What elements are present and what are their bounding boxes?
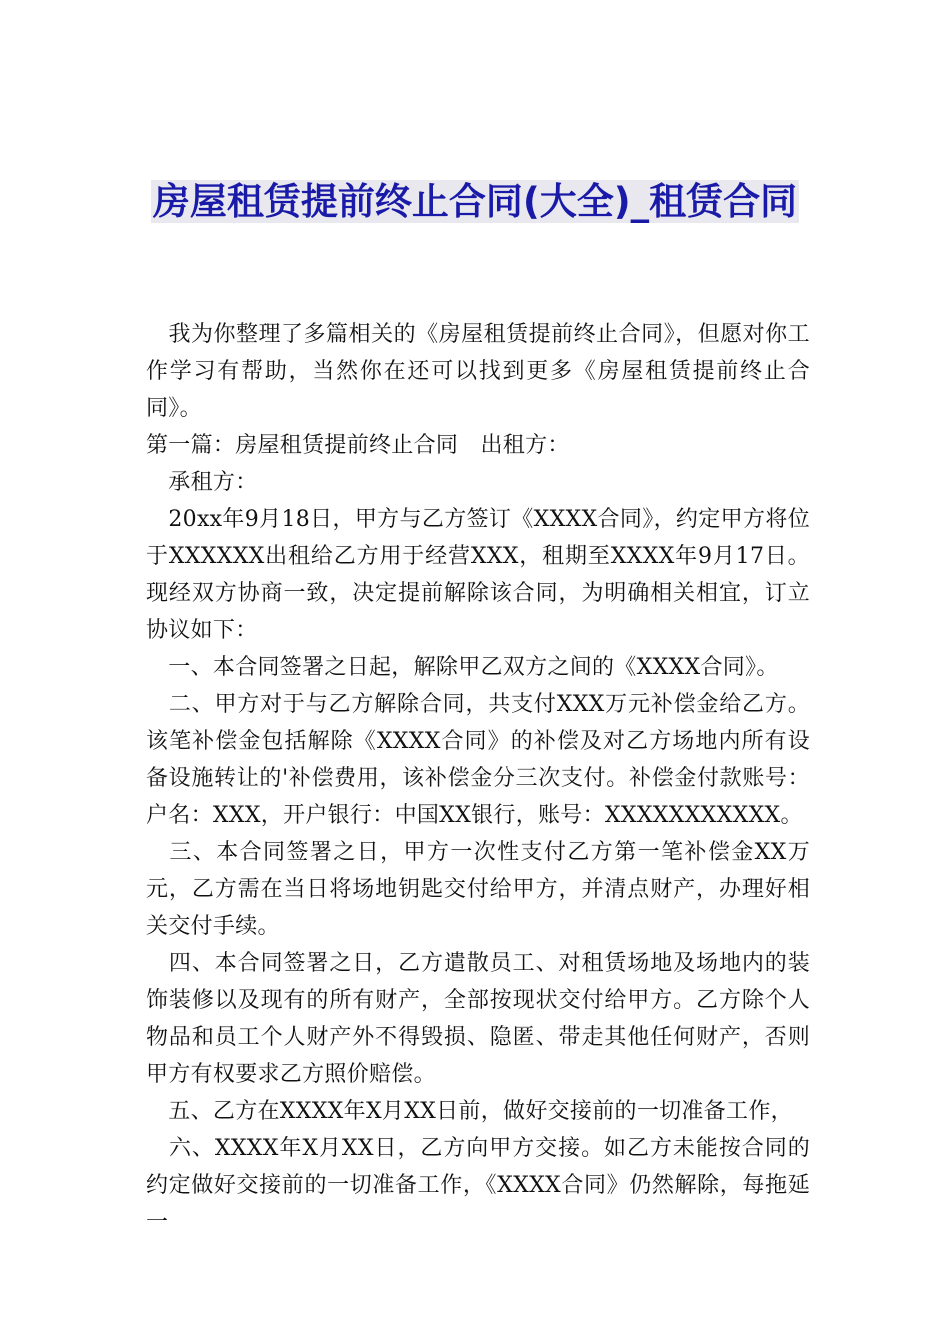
paragraph-clause-4: 四、本合同签署之日，乙方遣散员工、对租赁场地及场地内的装饰装修以及现有的所有财产，全部按现状交付给甲方。乙方除个人物品和员工个人财产外不得毁损、隐匿、带走其他任何财产，否则甲方有权要求乙方照价赔偿。 <box>146 951 810 1087</box>
document-body <box>146 316 810 1241</box>
paragraph-clause-2: 二、甲方对于与乙方解除合同，共支付XXX万元补偿金给乙方。该笔补偿金包括解除《XXXX合同》的补偿及对乙方场地内所有设备设施转让的'补偿费用，该补偿金分三次支付。补偿金付款账号：户名：XXX，开户银行：中国XX银行，账号：XXXXXXXXXXX。 <box>146 692 810 828</box>
document-title: 房屋租赁提前终止合同(大全)_租赁合同 <box>152 180 798 223</box>
paragraph-clause-1: 一、本合同签署之日起，解除甲乙双方之间的《XXXX合同》。 <box>146 655 779 680</box>
paragraph-preamble: 20xx年9月18日，甲方与乙方签订《XXXX合同》，约定甲方将位于XXXXXX出租给乙方用于经营XXX，租期至XXXX年9月17日。现经双方协商一致，决定提前解除该合同，为明确相关相宜，订立协议如下： <box>146 507 810 643</box>
paragraph-lessee: 承租方： <box>146 470 258 495</box>
paragraph-section-heading: 第一篇：房屋租赁提前终止合同 出租方： <box>146 433 570 458</box>
paragraph-clause-5: 五、乙方在XXXX年X月XX日前，做好交接前的一切准备工作， <box>146 1099 793 1124</box>
paragraph-intro: 我为你整理了多篇相关的《房屋租赁提前终止合同》，但愿对你工作学习有帮助，当然你在还可以找到更多《房屋租赁提前终止合同》。 <box>146 322 810 421</box>
title-block <box>100 175 850 229</box>
paragraph-clause-6: 六、XXXX年X月XX日，乙方向甲方交接。如乙方未能按合同的约定做好交接前的一切准备工作，《XXXX合同》仍然解除，每拖延一 <box>146 1136 810 1235</box>
paragraph-clause-3: 三、本合同签署之日，甲方一次性支付乙方第一笔补偿金XX万元，乙方需在当日将场地钥匙交付给甲方，并清点财产，办理好相关交付手续。 <box>146 840 810 939</box>
